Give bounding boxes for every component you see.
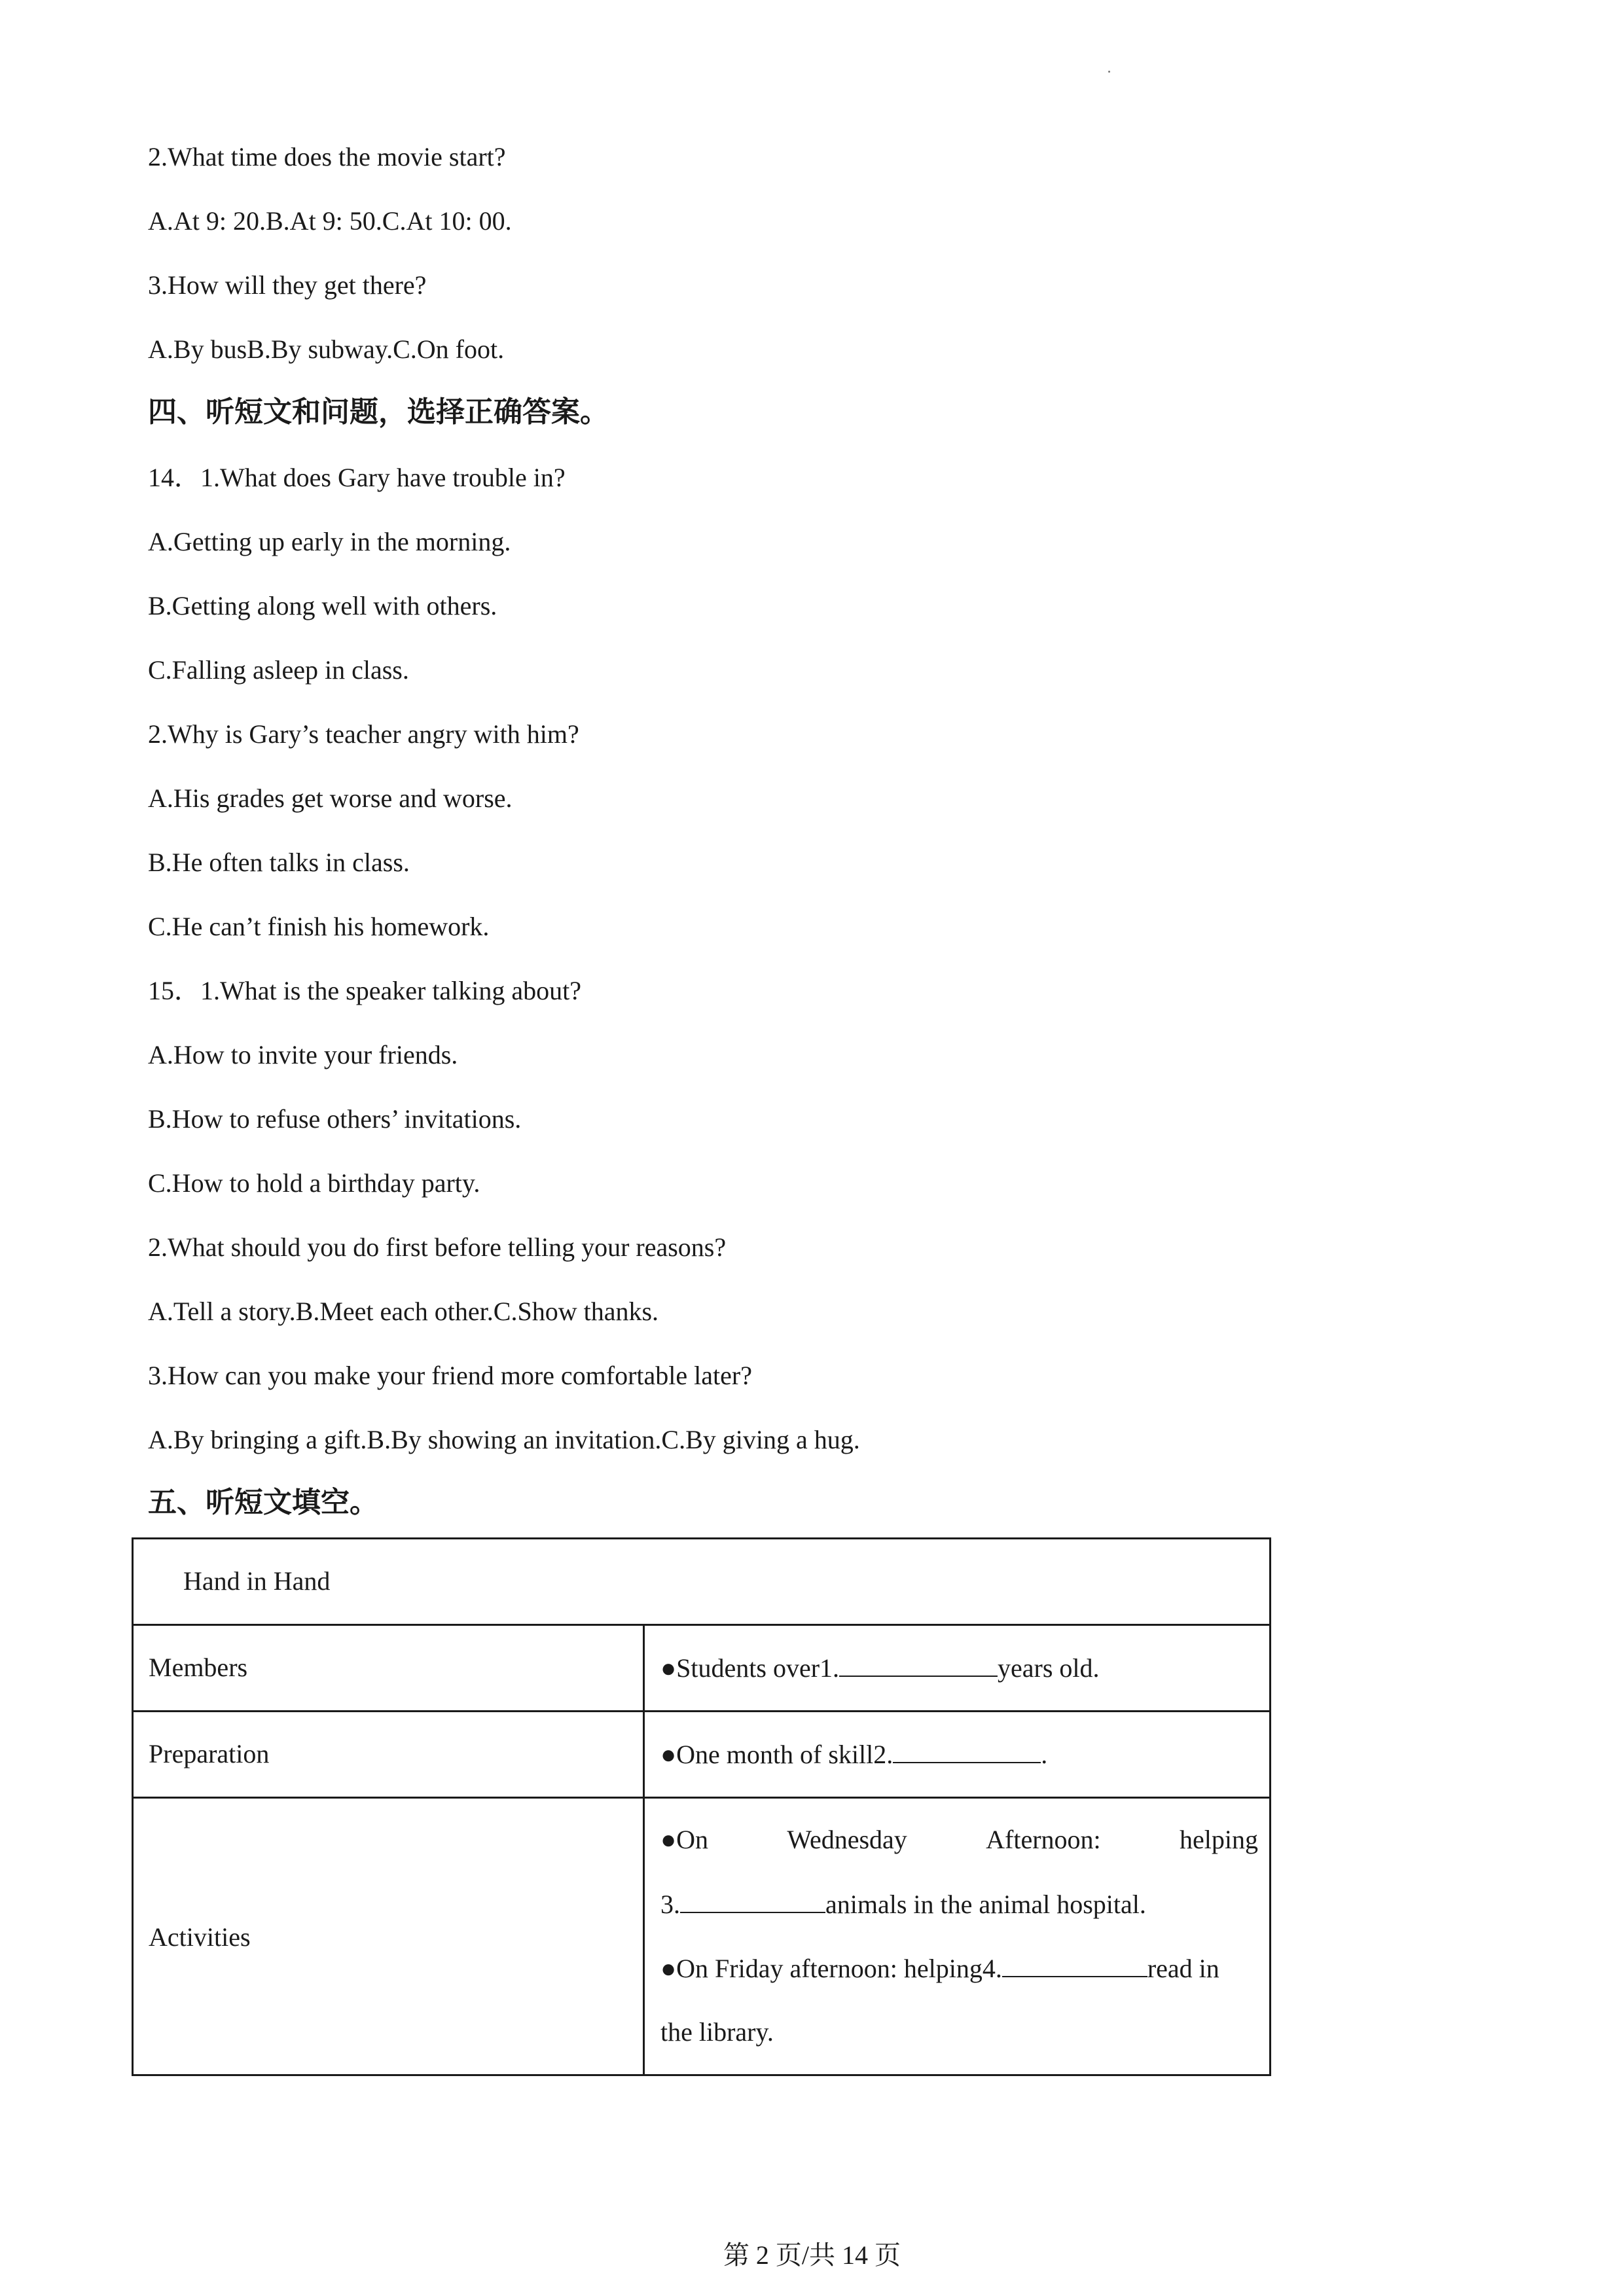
option-14-2-b: B.He often talks in class. <box>148 848 410 877</box>
row-label-preparation: Preparation <box>149 1739 270 1768</box>
table-column-divider <box>643 1625 645 2074</box>
options-15-3: A.By bringing a gift.B.By showing an invitation.C.By giving a hug. <box>148 1425 860 1454</box>
question-15-2: 2.What should you do first before telling your reasons? <box>148 1232 727 1262</box>
table-divider <box>134 1710 1269 1712</box>
fill-in-table <box>132 1537 1271 2076</box>
question-15-3: 3.How can you make your friend more comfortable later? <box>148 1361 752 1390</box>
section-4-heading: 四、听短文和问题，选择正确答案。 <box>148 395 609 429</box>
option-15-1-b: B.How to refuse others’ invitations. <box>148 1104 522 1134</box>
question-13-2: 2.What time does the movie start? <box>148 142 506 171</box>
table-title: Hand in Hand <box>183 1566 331 1596</box>
page-footer: 第 2 页/共 14 页 <box>723 2240 901 2270</box>
activities-line-3: ●On Friday afternoon: helping4. read in <box>660 1951 1219 1986</box>
option-14-1-b: B.Getting along well with others. <box>148 591 497 620</box>
options-13-2: A.At 9: 20.B.At 9: 50.C.At 10: 00. <box>148 206 512 236</box>
answer-blank-3[interactable] <box>680 1887 825 1913</box>
section-5-heading: 五、听短文填空。 <box>148 1486 378 1519</box>
question-14-2: 2.Why is Gary’s teacher angry with him? <box>148 719 579 749</box>
options-15-2: A.Tell a story.B.Meet each other.C.Show thanks. <box>148 1297 659 1326</box>
table-divider <box>134 1624 1269 1626</box>
row-label-members: Members <box>149 1653 248 1682</box>
option-15-1-a: A.How to invite your friends. <box>148 1040 458 1069</box>
question-14-1: 14．1.What does Gary have trouble in? <box>148 463 566 492</box>
answer-blank-2[interactable] <box>893 1737 1041 1763</box>
question-13-3: 3.How will they get there? <box>148 270 427 300</box>
question-15-1: 15．1.What is the speaker talking about? <box>148 976 582 1005</box>
activities-line-2: 3. animals in the animal hospital. <box>660 1887 1146 1922</box>
option-14-1-c: C.Falling asleep in class. <box>148 655 409 685</box>
scan-speck <box>1108 71 1110 73</box>
options-13-3: A.By busB.By subway.C.On foot. <box>148 334 505 364</box>
answer-blank-4[interactable] <box>1002 1951 1147 1977</box>
option-14-1-a: A.Getting up early in the morning. <box>148 527 511 556</box>
option-14-2-a: A.His grades get worse and worse. <box>148 783 513 813</box>
option-14-2-c: C.He can’t finish his homework. <box>148 912 490 941</box>
preparation-content: ●One month of skill2. . <box>660 1737 1047 1772</box>
activities-line-4: the library. <box>660 2017 774 2047</box>
option-15-1-c: C.How to hold a birthday party. <box>148 1168 480 1198</box>
activities-line-1: ●On Wednesday Afternoon: helping <box>660 1825 1258 1854</box>
row-label-activities: Activities <box>149 1922 251 1952</box>
answer-blank-1[interactable] <box>839 1651 998 1677</box>
members-content: ●Students over1. years old. <box>660 1651 1100 1685</box>
table-divider <box>134 1797 1269 1799</box>
